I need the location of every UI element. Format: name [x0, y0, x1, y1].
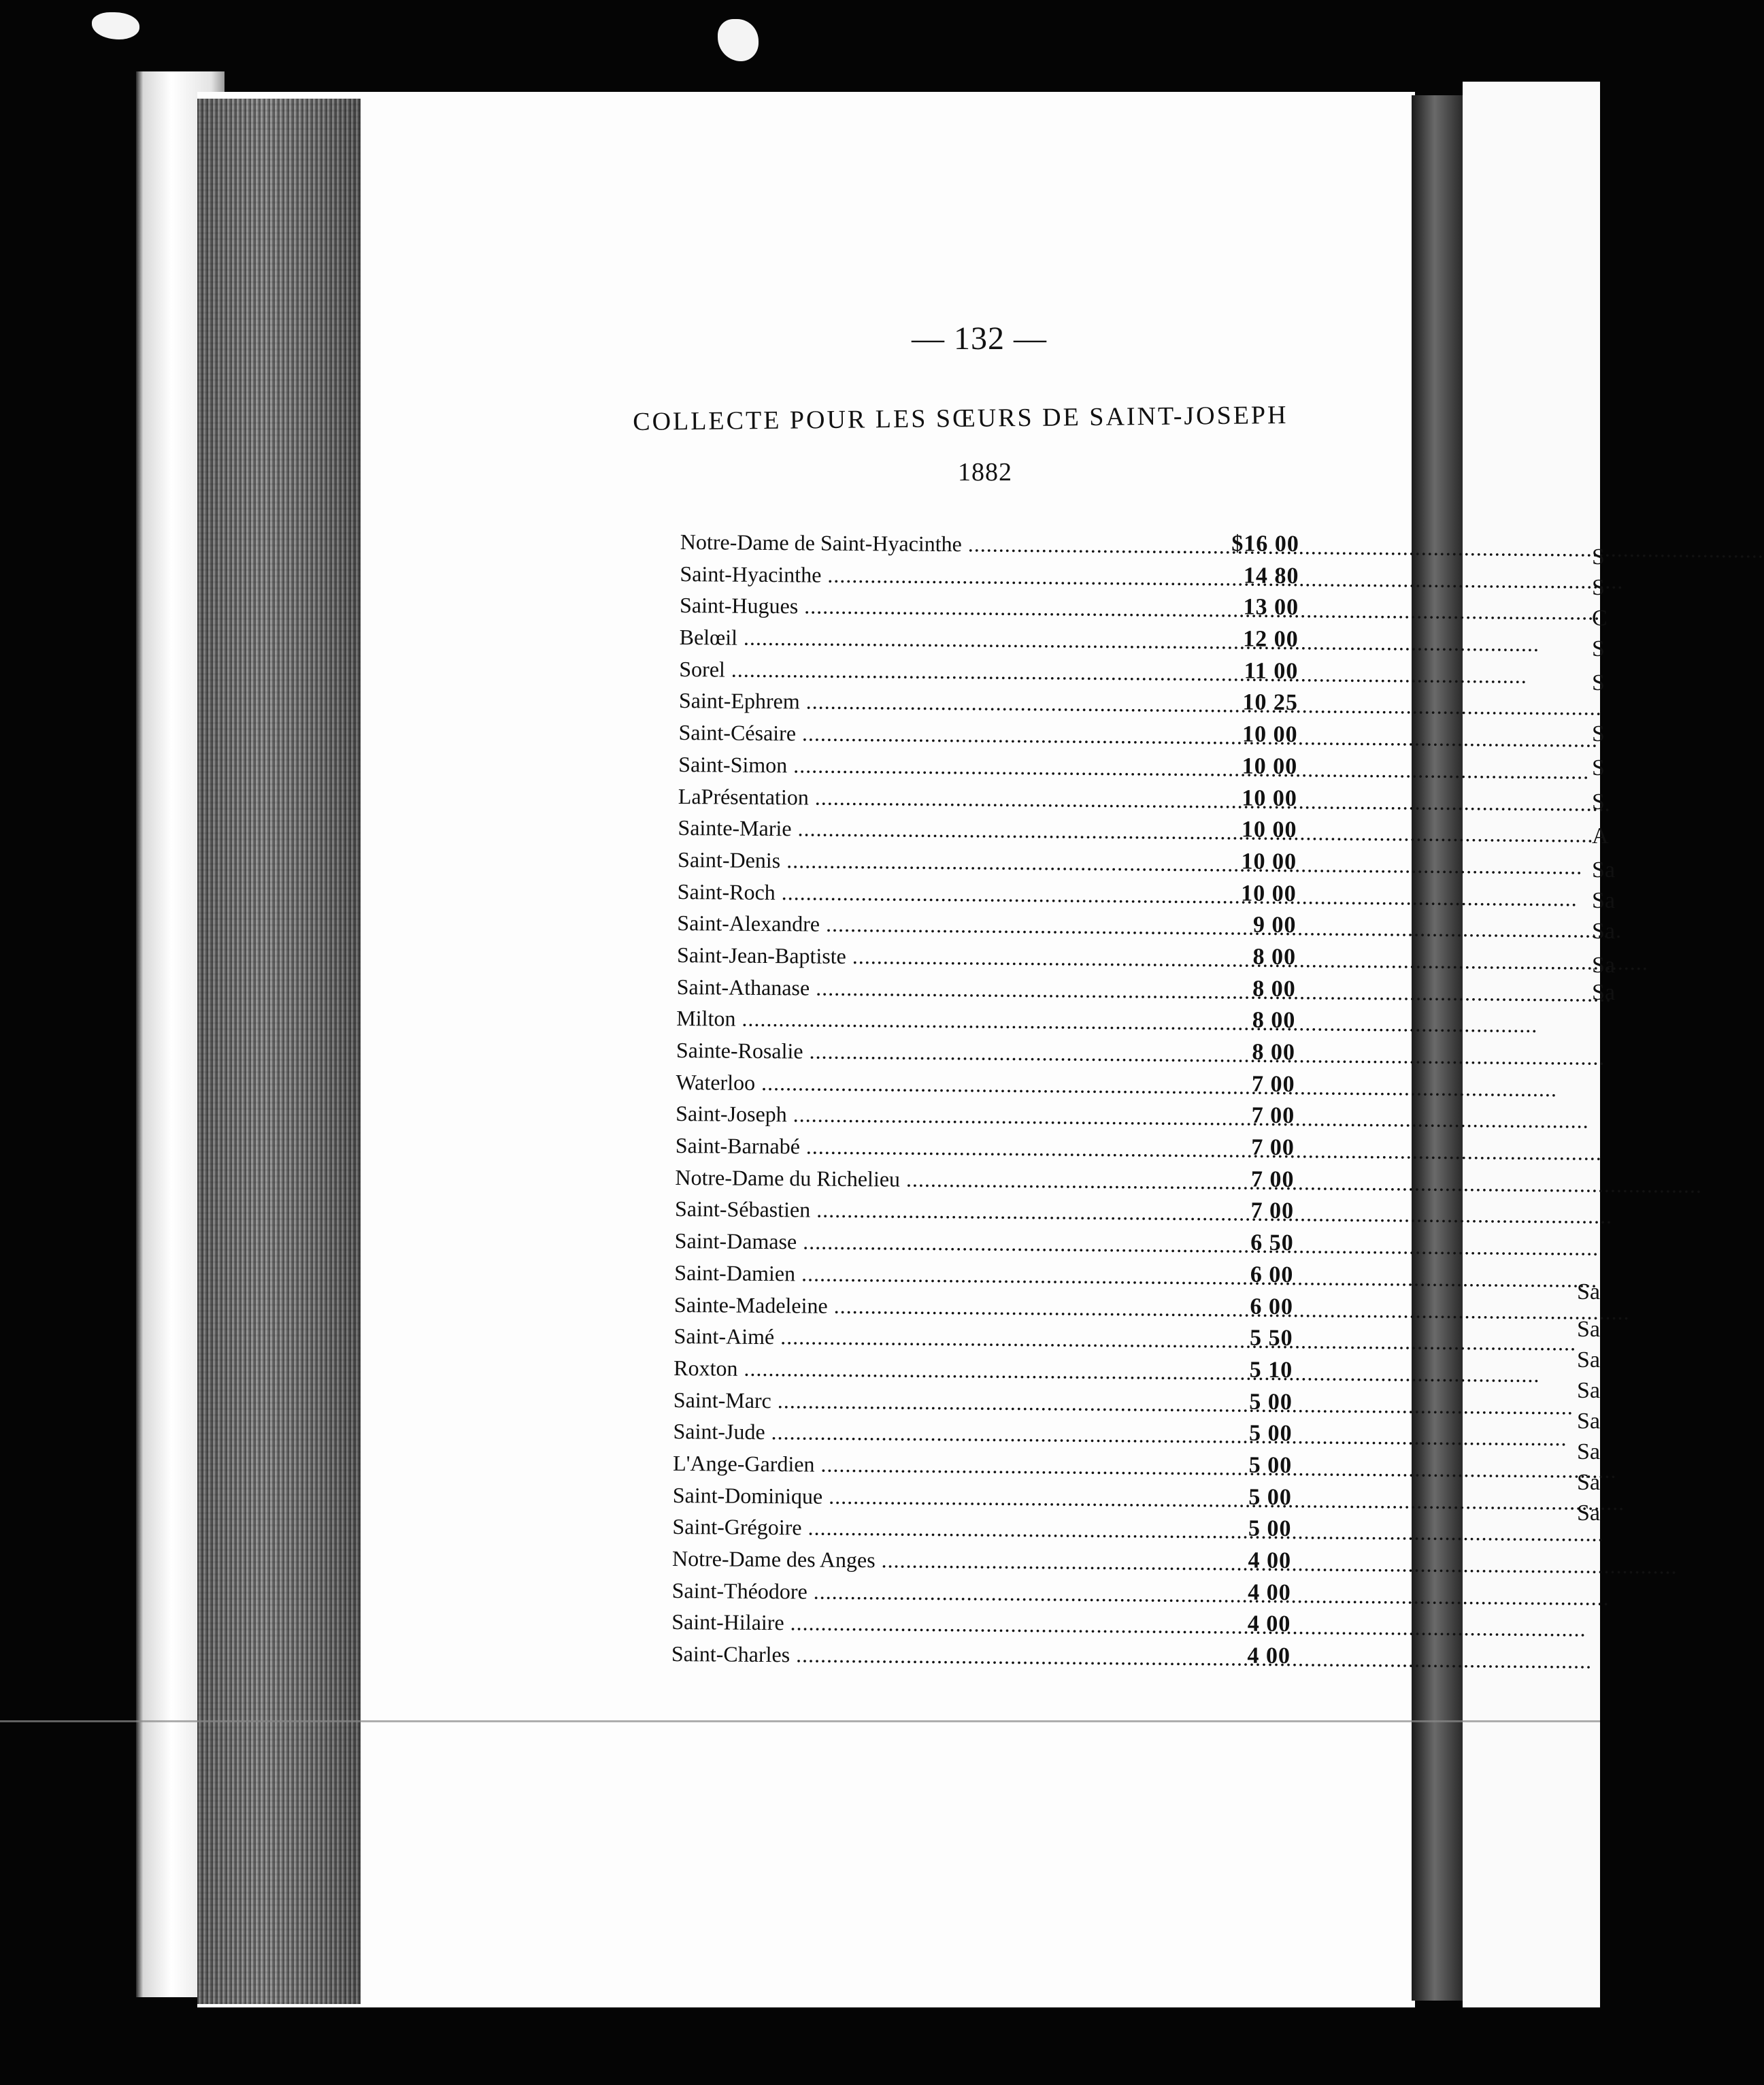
collection-amount: 6 00 — [1250, 1262, 1294, 1287]
collection-amount: 8 00 — [1252, 1039, 1296, 1066]
collection-amount: 8 00 — [1252, 976, 1296, 1002]
parish-name: Sainte-Rosalie ..... — [676, 1038, 1166, 1067]
parish-name: Saint-Ephrem ..... — [679, 688, 1169, 717]
page-edge-stripes — [197, 99, 361, 2004]
collection-amount: 12 00 — [1243, 626, 1299, 653]
collection-amount: 10 00 — [1242, 785, 1298, 811]
list-item — [675, 1223, 1301, 1260]
collection-amount: 5 00 — [1249, 1389, 1293, 1415]
list-item — [677, 937, 1303, 974]
collection-amount: 4 00 — [1248, 1547, 1292, 1574]
list-item — [675, 1160, 1301, 1196]
collection-amount: 5 10 — [1249, 1357, 1293, 1383]
list-item — [674, 1255, 1300, 1292]
parish-name: Waterloo ..... — [676, 1070, 1165, 1099]
parish-name: Saint-Denis ..... — [678, 847, 1167, 876]
collection-amount: 5 50 — [1249, 1325, 1293, 1351]
year-heading: 1882 — [958, 458, 1012, 487]
parish-name: Saint-Damien ..... — [674, 1260, 1164, 1290]
facing-page-fragment: S — [1592, 636, 1605, 661]
list-item — [671, 1604, 1297, 1641]
list-item — [677, 905, 1303, 942]
collection-amount: 6 00 — [1250, 1294, 1294, 1319]
collection-amount: 4 00 — [1248, 1579, 1291, 1605]
facing-page-fragment: Sa — [1577, 1470, 1600, 1495]
list-item — [673, 1382, 1299, 1419]
parish-name: Saint-Jude ..... — [673, 1419, 1163, 1448]
facing-page-fragment: C — [1592, 606, 1608, 631]
list-item — [679, 651, 1305, 688]
parish-name: Saint-Aimé ..... — [673, 1324, 1163, 1353]
list-item — [680, 524, 1306, 561]
facing-page-fragment: Sa — [1577, 1279, 1600, 1304]
list-item — [672, 1573, 1298, 1609]
collection-amount: 5 00 — [1248, 1420, 1293, 1447]
list-item — [676, 1096, 1301, 1132]
list-item — [672, 1541, 1298, 1577]
facing-page-fragment: S — [1592, 755, 1605, 781]
scan-blot-left — [92, 12, 139, 39]
parish-name: Sainte-Madeleine ..... — [674, 1292, 1164, 1321]
list-item — [676, 1128, 1301, 1164]
facing-page-fragment: S — [1592, 670, 1605, 695]
parish-name: Sainte-Marie ..... — [678, 815, 1167, 844]
parish-name: Notre-Dame des Anges ..... — [672, 1546, 1162, 1575]
parish-name: Notre-Dame du Richelieu ..... — [675, 1165, 1165, 1194]
facing-page-fragment: Sa — [1577, 1500, 1600, 1526]
facing-page-fragment: Sa — [1592, 919, 1615, 944]
facing-page-fragment: S — [1592, 789, 1605, 815]
list-item — [672, 1509, 1298, 1545]
parish-name: Saint-Hilaire ..... — [671, 1609, 1161, 1639]
list-item — [678, 810, 1303, 847]
collection-amount: 7 00 — [1251, 1134, 1295, 1161]
collection-amount: 7 00 — [1251, 1071, 1295, 1097]
collection-amount: 7 00 — [1250, 1198, 1295, 1224]
list-item — [678, 746, 1304, 783]
scan-blot-center — [718, 19, 759, 61]
facing-page-fragment: Sa — [1592, 857, 1615, 883]
parish-name: Saint-Charles ..... — [671, 1641, 1161, 1671]
list-item — [678, 874, 1303, 910]
facing-page-fragment: Sa — [1577, 1439, 1600, 1464]
facing-page-fragment: Sa — [1577, 1378, 1600, 1403]
parish-name: Belœil ..... — [680, 625, 1169, 654]
facing-page-fragment: S — [1592, 575, 1605, 600]
collection-amount: 7 00 — [1250, 1166, 1295, 1192]
parish-name: Milton ..... — [676, 1006, 1166, 1035]
list-item — [680, 619, 1305, 656]
collection-amount: 5 00 — [1248, 1484, 1292, 1510]
collection-amount: 9 00 — [1252, 912, 1297, 938]
list-item — [678, 778, 1304, 815]
facing-page-fragment: S — [1592, 721, 1605, 746]
collection-amount: 10 25 — [1242, 689, 1299, 716]
parish-name: Saint-Dominique ..... — [673, 1483, 1163, 1512]
parish-name: Saint-Grégoire ..... — [672, 1514, 1162, 1543]
facing-page-fragment: Sa — [1592, 888, 1615, 913]
list-item — [680, 587, 1305, 624]
collection-amount: 10 00 — [1241, 881, 1297, 906]
collection-amount: 8 00 — [1252, 944, 1297, 970]
list-item — [679, 683, 1305, 719]
parish-name: L'Ange-Gardien ..... — [673, 1451, 1163, 1480]
facing-page-fragment: Sa — [1577, 1409, 1600, 1434]
parish-name: Sorel ..... — [679, 657, 1169, 686]
parish-name: Saint-Athanase ..... — [677, 974, 1167, 1004]
collection-amount: 6 50 — [1250, 1230, 1294, 1256]
collection-amount: 7 00 — [1251, 1102, 1295, 1129]
facing-page-fragment: Sa — [1592, 953, 1615, 978]
list-item — [673, 1350, 1299, 1387]
collection-amount: 13 00 — [1243, 594, 1299, 621]
collection-amount: $16 00 — [1231, 531, 1299, 557]
parish-name: Saint-Hugues ..... — [680, 593, 1169, 622]
facing-page-fragment: S — [1592, 544, 1605, 570]
collection-amount: 4 00 — [1247, 1643, 1291, 1669]
list-item — [678, 842, 1303, 879]
parish-name: Saint-Barnabé ..... — [676, 1133, 1165, 1162]
parish-name: Saint-Césaire ..... — [678, 720, 1168, 749]
parish-name: Saint-Joseph ..... — [676, 1101, 1165, 1130]
collection-amount: 8 00 — [1252, 1007, 1296, 1034]
collection-amount: 5 00 — [1248, 1515, 1292, 1542]
facing-page-fragment: Sa — [1592, 980, 1615, 1005]
parish-name: Saint-Roch ..... — [678, 879, 1167, 908]
list-item — [676, 969, 1302, 1006]
collection-list — [671, 524, 1306, 1673]
list-item — [673, 1318, 1299, 1355]
list-item — [671, 1636, 1297, 1673]
facing-page-fragment: Sa — [1577, 1347, 1600, 1373]
parish-name: Saint-Alexandre ..... — [677, 910, 1167, 940]
parish-name: Roxton ..... — [673, 1356, 1163, 1385]
list-item — [678, 715, 1304, 751]
page-number: — 132 — — [912, 321, 1047, 357]
list-item — [676, 1064, 1301, 1101]
parish-name: Saint-Sébastien ..... — [675, 1196, 1165, 1226]
list-item — [676, 1032, 1302, 1069]
parish-name: Notre-Dame de Saint-Hyacinthe ..... — [680, 529, 1170, 559]
collection-amount: 11 00 — [1244, 658, 1299, 684]
list-item — [674, 1286, 1300, 1323]
list-item — [675, 1191, 1301, 1228]
page-title: COLLECTE POUR LES SŒURS DE SAINT-JOSEPH — [633, 400, 1288, 436]
list-item — [673, 1413, 1299, 1450]
parish-name: Saint-Jean-Baptiste ..... — [677, 942, 1167, 972]
collection-amount: 10 00 — [1242, 721, 1298, 748]
scan-line — [0, 1720, 1600, 1722]
collection-amount: 10 00 — [1242, 753, 1298, 779]
parish-name: LaPrésentation ..... — [678, 783, 1168, 812]
list-item — [676, 1000, 1302, 1037]
facing-page-fragment: A — [1592, 823, 1609, 849]
list-item — [680, 556, 1305, 593]
list-item — [673, 1477, 1299, 1514]
parish-name: Saint-Théodore ..... — [672, 1578, 1162, 1607]
parish-name: Saint-Marc ..... — [673, 1388, 1163, 1417]
parish-name: Saint-Damase ..... — [675, 1228, 1165, 1258]
collection-amount: 14 80 — [1243, 563, 1299, 589]
collection-amount: 5 00 — [1248, 1452, 1293, 1479]
parish-name: Saint-Hyacinthe ..... — [680, 561, 1169, 591]
collection-amount: 10 00 — [1241, 849, 1297, 875]
parish-name: Saint-Simon ..... — [678, 752, 1168, 781]
facing-page-fragment: Sa — [1577, 1317, 1600, 1342]
collection-amount: 10 00 — [1241, 817, 1297, 843]
list-item — [673, 1445, 1299, 1482]
collection-amount: 4 00 — [1247, 1611, 1291, 1637]
